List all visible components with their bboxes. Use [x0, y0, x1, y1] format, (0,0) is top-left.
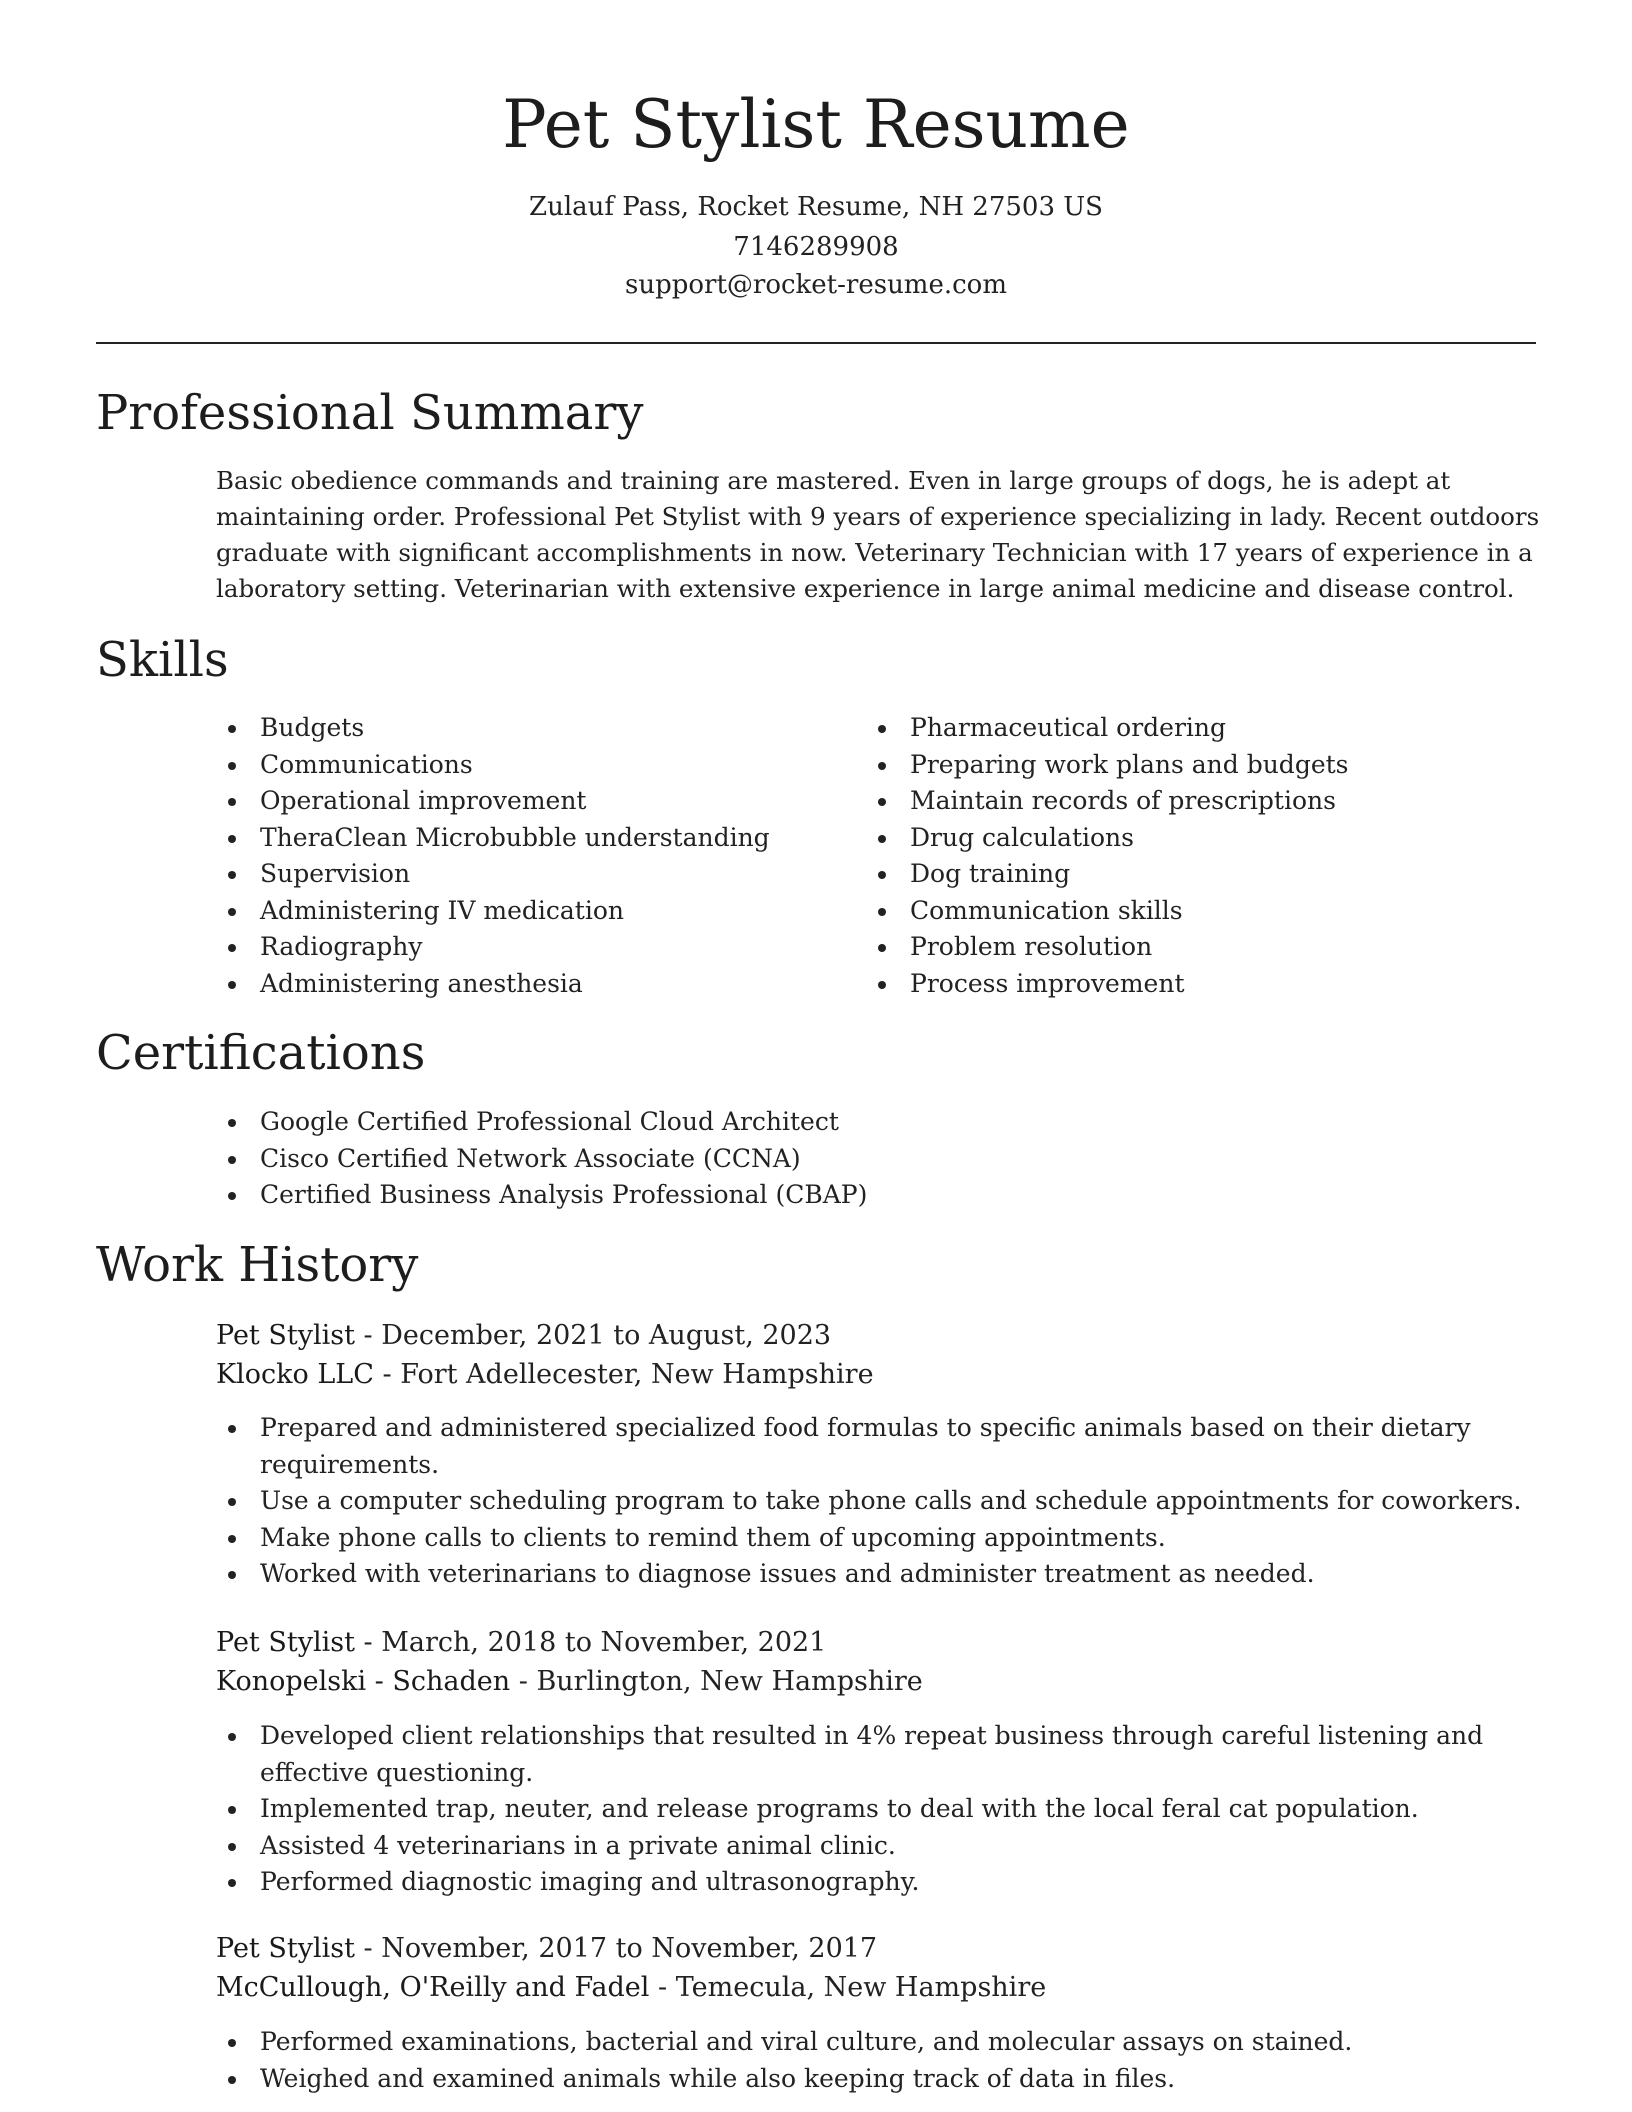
job-bullet: Use a computer scheduling program to take phone calls and schedule appointments for coworkers.	[216, 1483, 1526, 1520]
skill-item: Problem resolution	[866, 929, 1526, 966]
job-title: Pet Stylist	[216, 1320, 355, 1351]
job-bullet: Developed client relationships that resulted in 4% repeat business through careful listening and effective questioning.	[216, 1718, 1526, 1791]
summary-text: Basic obedience commands and training are mastered. Even in large groups of dogs, he is adept at maintaining order. Professional Pet Stylist with 9 years of experience specializing in lady. Recent outdoors graduate with significant accomplishments in now. Veterinary Technician with 17 years of experience in a laboratory setting. Veterinarian with extensive experience in large animal medicine and disease control.	[216, 466, 1540, 603]
skill-item: Process improvement	[866, 966, 1526, 1003]
skill-item: Administering IV medication	[216, 893, 856, 930]
job-bullet: Worked with veterinarians to diagnose issues and administer treatment as needed.	[216, 1556, 1526, 1593]
certification-item: Certified Business Analysis Professional (CBAP)	[216, 1177, 1526, 1214]
skills-list-right	[866, 710, 1526, 1002]
certifications-heading: Certifications	[96, 1025, 426, 1081]
job-company-line	[216, 1662, 923, 1702]
skill-item: Drug calculations	[866, 820, 1526, 857]
job-bullet: Weighed and examined animals while also keeping track of data in files.	[216, 2061, 1526, 2098]
resume-title: Pet Stylist Resume	[502, 86, 1130, 163]
separator: -	[373, 1359, 401, 1390]
skill-item: Preparing work plans and budgets	[866, 747, 1526, 784]
separator: -	[649, 1972, 676, 2003]
job-title: Pet Stylist	[216, 1933, 355, 1964]
skill-item: Dog training	[866, 856, 1526, 893]
job-bullet: Prepared and administered specialized food formulas to specific animals based on their dietary requirements.	[216, 1410, 1526, 1483]
job-location: Fort Adellecester, New Hampshire	[400, 1359, 874, 1390]
contact-address: Zulauf Pass, Rocket Resume, NH 27503 US	[529, 192, 1103, 222]
skill-item: Pharmaceutical ordering	[866, 710, 1526, 747]
job-company-line	[216, 1355, 874, 1395]
job-location: Temecula, New Hampshire	[675, 1972, 1047, 2003]
job-bullets	[216, 1718, 1526, 1901]
summary-heading: Professional Summary	[96, 385, 644, 441]
job-title-line	[216, 1623, 826, 1663]
skills-list-left	[216, 710, 856, 1002]
work-history-heading: Work History	[96, 1237, 419, 1293]
job-bullets	[216, 1410, 1526, 1593]
skills-heading: Skills	[96, 632, 229, 688]
job-dates: November, 2017 to November, 2017	[381, 1933, 878, 1964]
skill-item: Budgets	[216, 710, 856, 747]
job-location: Burlington, New Hampshire	[536, 1666, 923, 1697]
job-bullet: Make phone calls to clients to remind them of upcoming appointments.	[216, 1520, 1526, 1557]
job-title-line	[216, 1316, 831, 1356]
separator: -	[354, 1320, 382, 1351]
job-company: McCullough, O'Reilly and Fadel	[216, 1972, 650, 2003]
job-bullet: Performed diagnostic imaging and ultrasonography.	[216, 1864, 1526, 1901]
certifications-list	[216, 1104, 1526, 1214]
skill-item: Operational improvement	[216, 783, 856, 820]
contact-phone: 7146289908	[733, 232, 899, 262]
job-bullet: Implemented trap, neuter, and release programs to deal with the local feral cat population.	[216, 1791, 1526, 1828]
separator: -	[354, 1627, 382, 1658]
skill-item: Communications	[216, 747, 856, 784]
separator: -	[510, 1666, 537, 1697]
skill-item: Maintain records of prescriptions	[866, 783, 1526, 820]
contact-email: support@rocket-resume.com	[624, 270, 1007, 300]
job-company: Klocko LLC	[216, 1359, 374, 1390]
job-dates: March, 2018 to November, 2021	[381, 1627, 827, 1658]
job-company-line	[216, 1968, 1046, 2008]
job-dates: December, 2021 to August, 2023	[381, 1320, 832, 1351]
skill-item: TheraClean Microbubble understanding	[216, 820, 856, 857]
certification-item: Google Certified Professional Cloud Architect	[216, 1104, 1526, 1141]
certification-item: Cisco Certified Network Associate (CCNA)	[216, 1141, 1526, 1178]
skill-item: Communication skills	[866, 893, 1526, 930]
skill-item: Radiography	[216, 929, 856, 966]
job-bullet: Performed examinations, bacterial and viral culture, and molecular assays on stained.	[216, 2024, 1526, 2061]
job-bullet: Assisted 4 veterinarians in a private animal clinic.	[216, 1828, 1526, 1865]
job-title-line	[216, 1929, 877, 1969]
separator: -	[354, 1933, 382, 1964]
job-bullets	[216, 2024, 1526, 2097]
job-company: Konopelski - Schaden	[216, 1666, 511, 1697]
header-divider	[96, 342, 1536, 344]
skill-item: Administering anesthesia	[216, 966, 856, 1003]
job-title: Pet Stylist	[216, 1627, 355, 1658]
skill-item: Supervision	[216, 856, 856, 893]
